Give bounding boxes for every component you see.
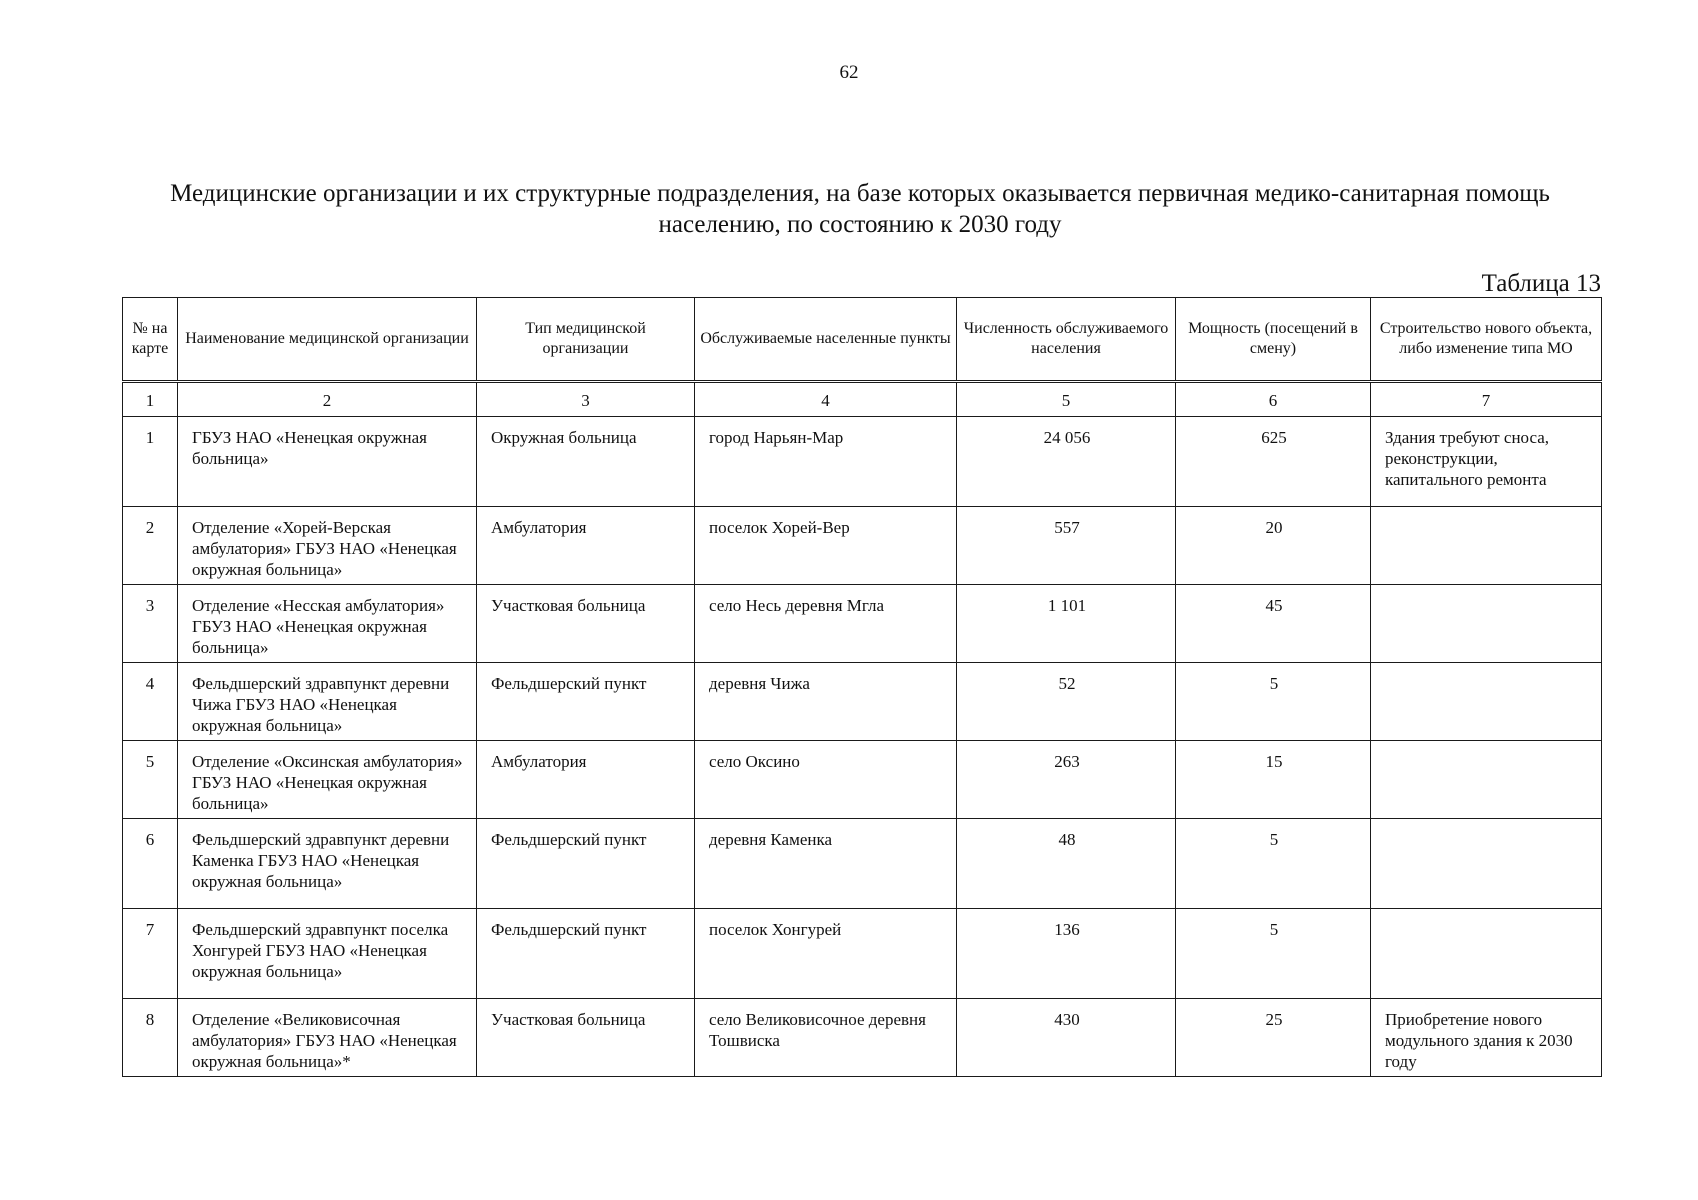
row-population: 263: [957, 741, 1176, 819]
row-population: 1 101: [957, 585, 1176, 663]
row-organization-type: Амбулатория: [477, 741, 695, 819]
row-organization-name: Отделение «Несская амбулатория» ГБУЗ НАО «Ненецкая окружная больница»: [178, 585, 477, 663]
page-number: 62: [839, 62, 859, 83]
row-construction: [1371, 909, 1602, 999]
row-population: 52: [957, 663, 1176, 741]
row-organization-type: Участковая больница: [477, 585, 695, 663]
row-settlements: деревня Каменка: [695, 819, 957, 909]
row-construction: [1371, 507, 1602, 585]
column-number: 4: [695, 382, 957, 417]
row-capacity: 45: [1176, 585, 1371, 663]
row-population: 557: [957, 507, 1176, 585]
row-map-number: 1: [123, 417, 178, 507]
header-row: [123, 298, 1602, 382]
row-settlements: поселок Хонгурей: [695, 909, 957, 999]
row-map-number: 6: [123, 819, 178, 909]
row-population: 24 056: [957, 417, 1176, 507]
row-construction: [1371, 741, 1602, 819]
table-row: [123, 417, 1602, 507]
row-capacity: 5: [1176, 663, 1371, 741]
row-capacity: 5: [1176, 909, 1371, 999]
column-number: 6: [1176, 382, 1371, 417]
row-settlements: село Несь деревня Мгла: [695, 585, 957, 663]
row-construction: [1371, 585, 1602, 663]
row-map-number: 7: [123, 909, 178, 999]
row-construction: Здания требуют сноса, реконструкции, капитального ремонта: [1371, 417, 1602, 507]
row-construction: [1371, 819, 1602, 909]
header-capacity: Мощность (посещений в смену): [1176, 298, 1371, 382]
column-number: 3: [477, 382, 695, 417]
row-settlements: город Нарьян-Мар: [695, 417, 957, 507]
column-number: 2: [178, 382, 477, 417]
row-organization-name: Фельдшерский здравпункт поселка Хонгурей ГБУЗ НАО «Ненецкая окружная больница»: [178, 909, 477, 999]
row-organization-type: Фельдшерский пункт: [477, 819, 695, 909]
row-organization-name: Отделение «Хорей-Верская амбулатория» ГБУЗ НАО «Ненецкая окружная больница»: [178, 507, 477, 585]
row-map-number: 3: [123, 585, 178, 663]
row-organization-type: Участковая больница: [477, 999, 695, 1077]
row-population: 48: [957, 819, 1176, 909]
row-organization-name: Отделение «Великовисочная амбулатория» ГБУЗ НАО «Ненецкая окружная больница»*: [178, 999, 477, 1077]
document-title: Медицинские организации и их структурные подразделения, на базе которых оказывается первичная медико-санитарная помощь населению, по состоянию к 2030 году: [170, 180, 1550, 238]
row-capacity: 25: [1176, 999, 1371, 1077]
row-organization-name: ГБУЗ НАО «Ненецкая окружная больница»: [178, 417, 477, 507]
header-settlements: Обслуживаемые населенные пункты: [695, 298, 957, 382]
table-label: Таблица 13: [1481, 270, 1601, 297]
row-map-number: 8: [123, 999, 178, 1077]
row-capacity: 20: [1176, 507, 1371, 585]
row-settlements: деревня Чижа: [695, 663, 957, 741]
header-organization-name: Наименование медицинской организации: [178, 298, 477, 382]
table-row: [123, 909, 1602, 999]
row-map-number: 5: [123, 741, 178, 819]
row-population: 136: [957, 909, 1176, 999]
row-construction: Приобретение нового модульного здания к 2030 году: [1371, 999, 1602, 1077]
header-population: Численность обслуживаемого населения: [957, 298, 1176, 382]
row-organization-type: Окружная больница: [477, 417, 695, 507]
row-map-number: 2: [123, 507, 178, 585]
row-capacity: 5: [1176, 819, 1371, 909]
header-construction: Строительство нового объекта, либо изменение типа МО: [1371, 298, 1602, 382]
row-organization-name: Фельдшерский здравпункт деревни Чижа ГБУЗ НАО «Ненецкая окружная больница»: [178, 663, 477, 741]
row-organization-name: Фельдшерский здравпункт деревни Каменка ГБУЗ НАО «Ненецкая окружная больница»: [178, 819, 477, 909]
row-capacity: 15: [1176, 741, 1371, 819]
table-row: [123, 507, 1602, 585]
table-row: [123, 999, 1602, 1077]
row-settlements: село Оксино: [695, 741, 957, 819]
table-row: [123, 741, 1602, 819]
row-settlements: село Великовисочное деревня Тошвиска: [695, 999, 957, 1077]
row-settlements: поселок Хорей-Вер: [695, 507, 957, 585]
medical-organizations-table: [122, 297, 1602, 1077]
table-row: [123, 663, 1602, 741]
column-number: 7: [1371, 382, 1602, 417]
row-map-number: 4: [123, 663, 178, 741]
row-construction: [1371, 663, 1602, 741]
table-row: [123, 585, 1602, 663]
header-organization-type: Тип медицинской организации: [477, 298, 695, 382]
row-organization-type: Амбулатория: [477, 507, 695, 585]
table-row: [123, 819, 1602, 909]
row-population: 430: [957, 999, 1176, 1077]
column-number: 5: [957, 382, 1176, 417]
column-number: 1: [123, 382, 178, 417]
column-number-row: [123, 382, 1602, 417]
row-capacity: 625: [1176, 417, 1371, 507]
row-organization-type: Фельдшерский пункт: [477, 663, 695, 741]
row-organization-name: Отделение «Оксинская амбулатория» ГБУЗ НАО «Ненецкая окружная больница»: [178, 741, 477, 819]
row-organization-type: Фельдшерский пункт: [477, 909, 695, 999]
header-map-number: № на карте: [123, 298, 178, 382]
